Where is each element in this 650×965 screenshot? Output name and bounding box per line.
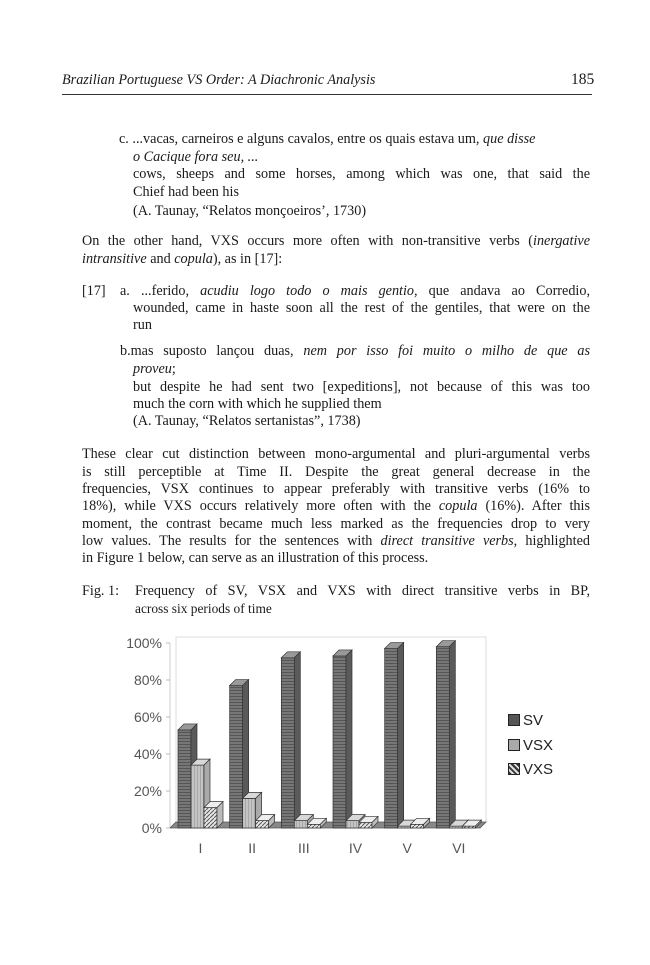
x-tick-label: V [402, 840, 412, 856]
para-text: , highlighted [513, 533, 590, 549]
para-italic: copula [174, 251, 213, 267]
para2-line1: These clear cut distinction between mono-argumental and pluri-argumental verbs [82, 446, 590, 462]
bar-sv-iii [281, 652, 300, 828]
para-text: low values. The results for the sentences with [82, 533, 381, 549]
y-tick-label: 60% [133, 709, 162, 725]
figure-label: Fig. 1: [82, 583, 120, 599]
bar-vxs-iv-front [359, 822, 372, 828]
example-17b-source: (A. Taunay, “Relatos sertanistas”, 1738) [133, 413, 361, 429]
legend-label: VSX [523, 737, 554, 754]
example-text: ; [171, 361, 176, 377]
example-text: , que andava ao Corredio, [414, 283, 590, 299]
para-text: and [146, 251, 175, 267]
legend-swatch-sv [508, 714, 520, 726]
example-17a-gloss1: wounded, came in haste soon all the rest of the gentiles, that were on the [133, 300, 590, 316]
bar-vsx-iii-front [294, 821, 307, 828]
x-tick-label: III [297, 840, 310, 856]
legend-item-sv [508, 712, 543, 729]
bar-sv-iii-side [294, 652, 300, 828]
example-17b-line1 [120, 343, 590, 360]
example-c-source: (A. Taunay, “Relatos monçoeiros’, 1730) [133, 203, 367, 219]
para2-line4 [82, 498, 590, 515]
bar-sv-v-front [385, 649, 398, 828]
example-c-gloss1: cows, sheeps and some horses, among which was one, that said the [133, 166, 590, 182]
example-17a-gloss2: run [133, 317, 152, 333]
bar-sv-vi-side [449, 641, 455, 828]
example-italic: que disse [483, 131, 536, 147]
running-title: Brazilian Portuguese VS Order: A Diachronic Analysis [62, 72, 376, 88]
y-tick-label: 0% [141, 820, 162, 836]
bar-vsx-iv-front [346, 821, 359, 828]
example-marker: a. [120, 283, 130, 299]
header-rule [62, 94, 592, 95]
para2-line3: frequencies, VSX continues to appear preferably with transitive verbs (16% to [82, 481, 590, 497]
para-italic: copula [438, 498, 478, 514]
para2-line7: in Figure 1 below, can serve as an illustration of this process. [82, 550, 429, 566]
example-text: b.mas suposto lançou duas, [120, 343, 304, 359]
example-17-number: [17] [82, 283, 106, 299]
example-c-gloss2: Chief had been his [133, 184, 239, 200]
y-tick-label: 20% [133, 783, 162, 799]
figure-caption-line1: Frequency of SV, VSX and VXS with direct transitive verbs in BP, [135, 583, 590, 599]
bar-vsx-ii-front [243, 798, 256, 828]
bar-vxs-iii-front [307, 824, 320, 828]
legend-item-vsx [508, 737, 553, 754]
x-tick-label: II [248, 840, 257, 856]
para-text: (16%). After this [477, 498, 590, 514]
legend-label: VXS [523, 761, 554, 778]
legend-swatch-vsx [508, 739, 520, 751]
example-17a-line1 [120, 283, 590, 300]
legend-swatch-vxs [508, 763, 520, 775]
legend-label: SV [523, 712, 544, 729]
para-italic: inergative [533, 233, 590, 249]
example-italic: proveu [133, 361, 172, 377]
bar-sv-v [385, 643, 404, 828]
para-text: On the other hand, VXS occurs more often with non-transitive verbs ( [82, 233, 533, 249]
bar-vxs-i [204, 802, 223, 828]
bar-vxs-ii-front [256, 821, 269, 828]
y-tick-label: 40% [133, 746, 162, 762]
y-tick-label: 100% [126, 635, 162, 651]
bar-vsx-i-front [191, 765, 204, 828]
example-17b-gloss2: much the corn with which he supplied them [133, 396, 382, 412]
para-italic: direct transitive verbs [380, 533, 514, 549]
para2-line5: moment, the contrast became much less marked as the frequencies drop to very [82, 516, 590, 532]
bar-sv-vi-front [436, 647, 449, 828]
example-text: ...vacas, carneiros e alguns cavalos, entre os quais estava um, [128, 131, 484, 147]
bar-sv-ii-front [230, 686, 243, 828]
para-text: ), as in [17]: [212, 251, 283, 267]
page-number: 185 [571, 71, 595, 88]
example-italic: nem por isso foi muito o milho de que as [303, 343, 590, 359]
para1-line1 [82, 233, 590, 250]
para2-line2: is still perceptible at Time II. Despite the great general decrease in the [82, 464, 590, 480]
x-tick-label: I [198, 840, 203, 856]
x-tick-label: VI [452, 840, 466, 856]
example-italic: acudiu logo todo o mais gentio [200, 283, 415, 299]
example-17b-line2 [133, 361, 176, 378]
example-italic: o Cacique fora seu, ... [133, 149, 259, 165]
x-tick-label: IV [348, 840, 363, 856]
example-marker: c. [119, 131, 129, 147]
bar-sv-i-front [178, 730, 191, 828]
bar-vxs-v-front [411, 824, 424, 828]
bar-sv-iv [333, 650, 352, 828]
example-c-line1 [119, 131, 590, 148]
bar-sv-iv-front [333, 656, 346, 828]
para-italic: intransitive [82, 251, 147, 267]
example-c-line2 [133, 149, 258, 166]
bar-sv-iv-side [346, 650, 352, 828]
example-text: ...ferido, [129, 283, 201, 299]
para1-line2 [82, 251, 282, 268]
para2-line6 [82, 533, 590, 550]
para-text: 18%), while VXS occurs relatively more often with the [82, 498, 439, 514]
y-tick-label: 80% [133, 672, 162, 688]
bar-sv-v-side [398, 643, 404, 828]
figure-caption-line2: across six periods of time [135, 601, 272, 616]
example-17b-gloss1: but despite he had sent two [expeditions], not because of this was too [133, 379, 590, 395]
bar-sv-iii-front [281, 658, 294, 828]
bar-vxs-i-front [204, 808, 217, 828]
bar-sv-vi [436, 641, 455, 828]
legend-item-vxs [508, 761, 553, 778]
bar-chart [110, 630, 530, 860]
